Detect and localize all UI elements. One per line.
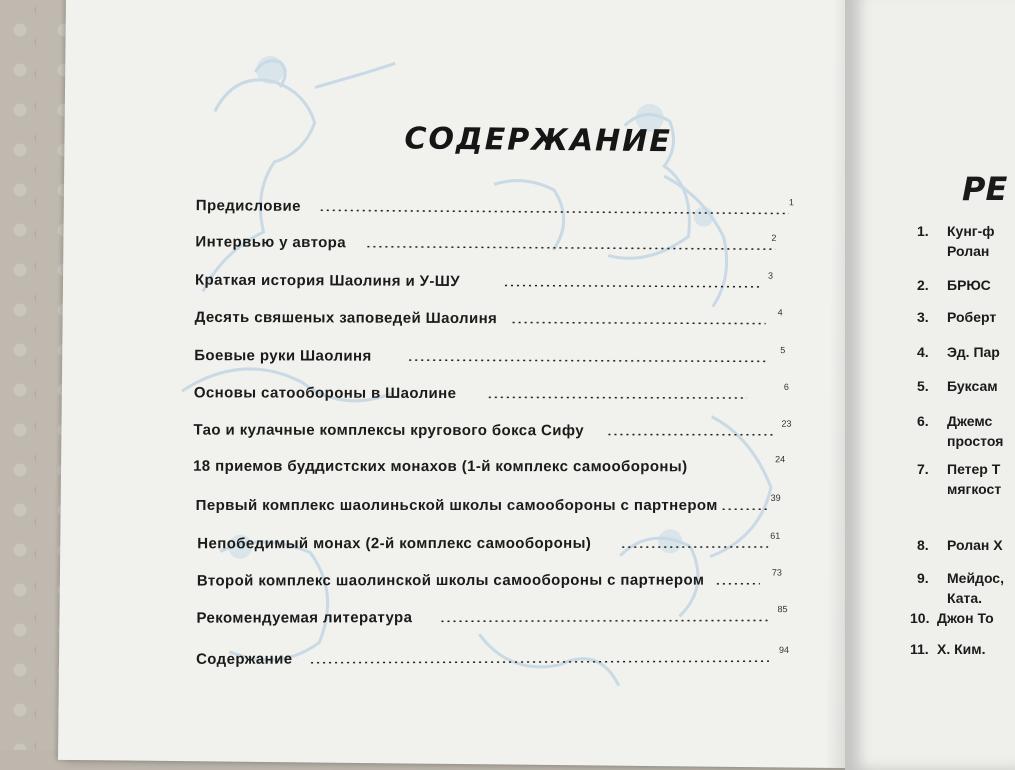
reference-text: Роберт: [947, 309, 997, 325]
toc-dot-leader: [503, 284, 763, 287]
toc-entry: [61, 417, 861, 446]
toc-dot-leader: [319, 209, 789, 214]
toc-entry-label: Боевые руки Шаолиня: [194, 347, 372, 365]
reference-text: Х. Ким.: [937, 641, 986, 657]
toc-entry-label: Непобедимый монах (2-й комплекс самообороны): [197, 534, 592, 553]
contents-heading: СОДЕРЖАНИЕ: [404, 121, 673, 160]
toc-entry: [59, 604, 859, 634]
reference-text-continued: Ролан: [947, 243, 990, 259]
toc-page-number: 6: [783, 381, 789, 392]
toc-entry: [62, 380, 862, 410]
toc-entry: [63, 304, 863, 335]
toc-page-number: 61: [770, 530, 781, 541]
toc-dot-leader: [487, 396, 747, 399]
reference-number: 10.: [910, 610, 930, 626]
toc-entry: [60, 567, 860, 596]
toc-dot-leader: [511, 321, 766, 324]
toc-page-number: 3: [768, 270, 774, 281]
toc-entry-label: Интервью у автора: [195, 233, 347, 252]
reference-number: 7.: [917, 461, 929, 477]
toc-page-number: 85: [777, 604, 788, 615]
reference-number: 9.: [917, 570, 929, 586]
reference-text: Джон То: [937, 610, 994, 626]
toc-entry-label: Содержание: [196, 650, 293, 668]
reference-number: 6.: [917, 413, 929, 429]
toc-entry-label: Первый комплекс шаолиньской школы самообороны с партнером: [195, 497, 718, 515]
reference-text: Эд. Пар: [947, 344, 1000, 360]
toc-entry-label: Краткая история Шаолиня и У-ШУ: [194, 271, 461, 291]
reference-number: 8.: [917, 537, 929, 553]
toc-entry: [61, 493, 861, 521]
toc-dot-leader: [721, 508, 769, 510]
reference-text: Джемс: [947, 413, 993, 429]
toc-page-number: 94: [779, 644, 790, 655]
toc-dot-leader: [439, 619, 769, 622]
toc-page-number: 73: [771, 567, 782, 578]
reference-text: Петер Т: [947, 461, 1001, 477]
reference-text-continued: мягкост: [947, 481, 1002, 497]
reference-number: 11.: [910, 641, 929, 657]
toc-dot-leader: [365, 245, 775, 250]
toc-entry: [62, 343, 862, 374]
toc-entry: [60, 531, 860, 560]
reference-text-continued: простоя: [947, 433, 1004, 449]
reference-text: Мейдос,: [947, 570, 1004, 586]
toc-page-number: 23: [781, 418, 792, 429]
toc-entry-label: Основы сатообороны в Шаолине: [193, 384, 457, 403]
reference-text: БРЮС: [947, 277, 991, 293]
toc-page-number: 24: [775, 454, 786, 465]
reference-number: 2.: [917, 277, 929, 293]
toc-entry: [63, 229, 863, 262]
toc-dot-leader: [606, 433, 774, 435]
toc-dot-leader: [620, 546, 768, 548]
reference-number: 1.: [917, 223, 929, 239]
toc-entry: [64, 192, 864, 226]
toc-page-number: 1: [788, 197, 794, 208]
toc-page-number: 4: [777, 307, 783, 318]
reference-text-continued: Ката.: [947, 590, 983, 606]
references-heading: РЕ: [962, 170, 1008, 208]
toc-entry: [59, 645, 859, 676]
toc-entry-label: Предисловие: [195, 197, 301, 215]
toc-page-number: 39: [770, 493, 781, 504]
toc-page-number: 5: [780, 345, 786, 356]
reference-number: 5.: [917, 378, 929, 394]
reference-text: Кунг-ф: [947, 223, 995, 239]
contents-page: [58, 0, 861, 768]
toc-page-number: 2: [771, 232, 777, 243]
toc-entry-label: Тао и кулачные комплексы кругового бокса Сифу: [193, 421, 584, 440]
toc-entry-label: 18 приемов буддистских монахов (1-й комплекс самообороны): [193, 457, 688, 476]
toc-entry-label: Рекомендуемая литература: [196, 609, 413, 627]
reference-number: 4.: [917, 344, 929, 360]
reference-text: Ролан Х: [947, 537, 1003, 553]
toc-entry: [63, 267, 863, 299]
toc-dot-leader: [715, 582, 760, 584]
toc-entry-label: Второй комплекс шаолинской школы самообороны с партнером: [196, 571, 705, 590]
toc-dot-leader: [309, 660, 769, 664]
references-page: [845, 0, 1015, 770]
reference-number: 3.: [917, 309, 929, 325]
toc-dot-leader: [407, 359, 767, 362]
toc-entry: [61, 454, 861, 483]
toc-entry-label: Десять свяшеных заповедей Шаолиня: [194, 308, 498, 328]
reference-text: Буксам: [947, 378, 998, 394]
